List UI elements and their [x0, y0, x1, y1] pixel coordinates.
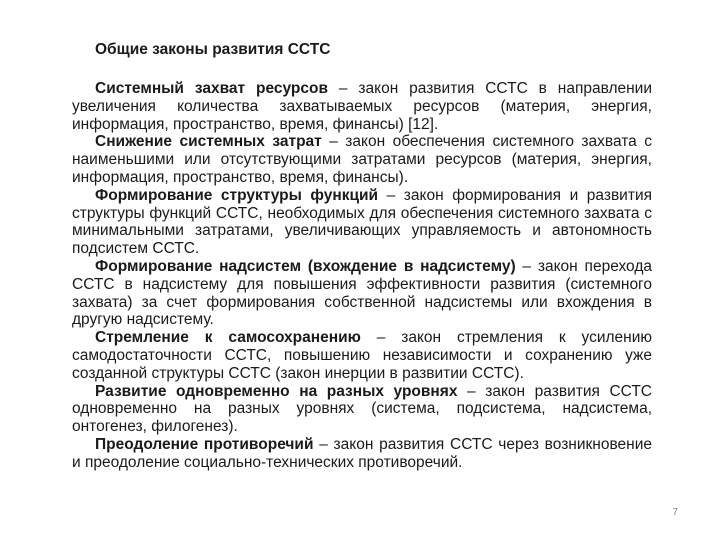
law-description: – закон перехода ССТС в надсистему для повышения эффективности развития (системного захвата) за счет формирования собственной надсистемы или вхождения в другую надсистему. — [72, 257, 652, 329]
law-term: Стремление к самосохранению — [95, 329, 361, 347]
page-number: 7 — [672, 507, 678, 518]
law-description: – закон формирования и развития структуры функций ССТС, необходимых для обеспечения системного захвата с минимальными затратами, увеличивающих управляемость и автономность подсистем ССТС. — [72, 186, 652, 258]
law-description: – закон развития ССТС в направлении увеличения количества захватываемых ресурсов (материя, энергия, информация, пространство, время, финансы) [12]. — [72, 80, 652, 133]
law-paragraph — [72, 187, 652, 258]
law-paragraph — [72, 133, 652, 186]
law-term: Системный захват ресурсов — [95, 80, 328, 97]
law-paragraph — [72, 383, 652, 436]
law-description: – закон развития ССТС через возникновение и преодоление социально-технических противоречий. — [72, 435, 652, 471]
law-paragraph — [72, 80, 652, 133]
law-paragraph — [72, 436, 652, 472]
law-term: Развитие одновременно на разных уровнях — [95, 382, 458, 400]
law-term: Снижение системных затрат — [95, 133, 322, 151]
law-term: Формирование структуры функций — [95, 186, 379, 204]
law-paragraph — [72, 258, 652, 329]
law-term: Формирование надсистем (вхождение в надсистему) — [95, 257, 516, 275]
law-description: – закон обеспечения системного захвата с наименьшими или отсутствующими затратами ресурсов (материя, энергия, информация, пространство, время, финансы). — [72, 133, 652, 186]
laws-list — [72, 80, 652, 472]
law-description: – закон стремления к усилению самодостаточности ССТС, повышению независимости и сохранению уже созданной структуры ССТС (закон инерции в развитии ССТС). — [72, 329, 653, 382]
law-paragraph — [72, 329, 652, 382]
law-term: Преодоление противоречий — [95, 435, 314, 453]
law-description: – закон развития ССТС одновременно на разных уровнях (система, подсистема, надсистема, онтогенез, филогенез). — [72, 382, 652, 436]
page-title: Общие законы развития ССТС — [95, 41, 331, 58]
